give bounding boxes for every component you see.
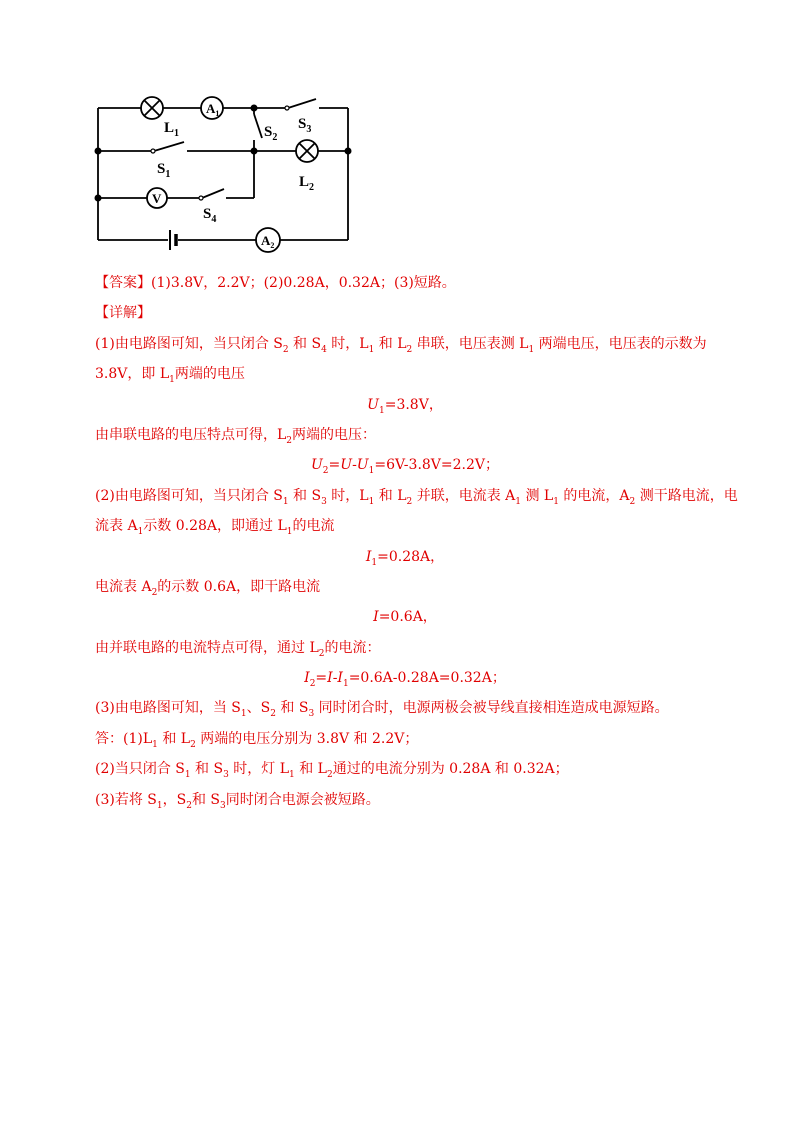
switch-s3-label: $S_3$ bbox=[298, 116, 312, 135]
equation-i2: $I_2=I-I_1=0.6A-0.28A=0.32A$； bbox=[304, 670, 506, 689]
switch-s4-blade bbox=[202, 189, 224, 198]
conclusion-3: (3)若将 $S_1$，$S_2$和 $S_3$同时闭合电源会被短路。 bbox=[95, 791, 380, 811]
switch-s2-label: $S_2$ bbox=[264, 124, 278, 143]
solution-text bbox=[95, 268, 738, 815]
switch-s4-label: $S_4$ bbox=[203, 206, 217, 225]
switch-s2-blade bbox=[254, 114, 262, 138]
detail-p3: (2)由电路图可知，当只闭合 $S_1$ 和 $S_3$ 时，$L_1$ 和 $L_2$ 并联，电流表 $A_1$ 测 $L_1$ 的电流，$A_2$ 测干路电流，电 bbox=[95, 487, 738, 507]
detail-p1b: 3.8V，即 $L_1$两端的电压 bbox=[95, 366, 245, 385]
detail-p1: (1)由电路图可知，当只闭合 $S_2$ 和 $S_4$ 时，$L_1$ 和 $L_2$ 串联，电压表测 $L_1$ 两端电压，电压表的示数为 bbox=[95, 335, 707, 355]
equation-i: I=0.6A， bbox=[373, 609, 437, 626]
answer-line bbox=[95, 268, 715, 298]
conclusion-1: 答：$(1)L_1$ 和 $L_2$ 两端的电压分别为 3.8V 和 2.2V； bbox=[95, 730, 419, 750]
answer-heading: 【答案】 bbox=[95, 275, 151, 291]
conclusion-2: (2)当只闭合 $S_1$ 和 $S_3$ 时，灯 $L_1$ 和 $L_2$通过的电流分别为 0.28A 和 0.32A； bbox=[95, 761, 569, 781]
switch-s3-blade bbox=[288, 99, 316, 108]
detail-p5: 由并联电路的电流特点可得，通过 $L_2$的电流： bbox=[95, 639, 381, 659]
voltmeter-label: V bbox=[152, 191, 162, 206]
answer-text: (1)3.8V，2.2V；(2)0.28A，0.32A；(3)短路。 bbox=[151, 275, 456, 291]
lamp-l1-label: $L_1$ bbox=[164, 120, 180, 139]
equation-i1: $I_1=0.28A$， bbox=[365, 548, 445, 568]
switch-s1-label: $S_1$ bbox=[157, 161, 171, 180]
ammeter-a1-label: $A_1$ bbox=[206, 101, 220, 118]
detail-p4: 电流表 $A_2$的示数 0.6A，即干路电流 bbox=[95, 578, 321, 598]
detail-heading: 【详解】 bbox=[95, 305, 151, 322]
detail-p6: (3)由电路图可知，当 $S_1$、$S_2$ 和 $S_3$ 同时闭合时，电源两极会被导线直接相连造成电源短路。 bbox=[95, 700, 669, 720]
equation-u1: $U_1=3.8V$， bbox=[367, 396, 443, 416]
equation-u2: $U_2=U-U_1=6V-3.8V=2.2V$； bbox=[310, 457, 500, 477]
circuit-diagram bbox=[90, 92, 360, 257]
lamp-l2-label: $L_2$ bbox=[299, 174, 315, 193]
ammeter-a2-label: $A_2$ bbox=[261, 233, 275, 250]
switch-s1-blade bbox=[154, 142, 184, 151]
detail-p3b: 流表 $A_1$示数 0.28A，即通过 $L_1$的电流 bbox=[95, 518, 335, 537]
detail-p2: 由串联电路的电压特点可得，$L_2$两端的电压： bbox=[95, 426, 377, 446]
